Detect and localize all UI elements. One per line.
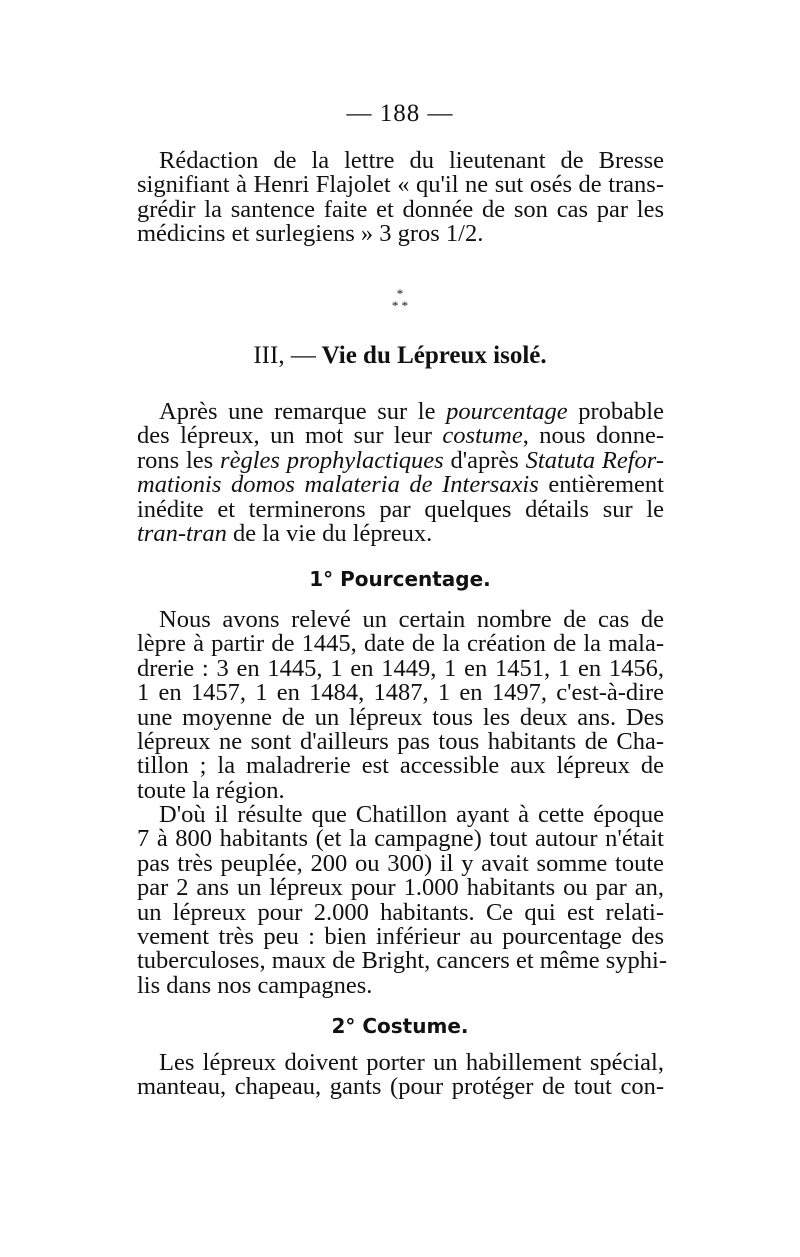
section-heading xyxy=(0,342,800,370)
paragraph-pourcentage xyxy=(137,608,664,803)
text-line: inédite et terminerons par quelques détails sur le xyxy=(137,495,664,523)
text-line: D'où il résulte que Chatillon ayant à cette époque xyxy=(159,801,664,828)
text-line: des lépreux, un mot sur leur costume, nous donne- xyxy=(137,422,664,450)
text-line: rons les règles prophylactiques d'après Statuta Refor- xyxy=(137,446,664,474)
italic-term: Statuta Refor- xyxy=(525,446,664,474)
text-line: Les lépreux doivent porter un habillement spécial, xyxy=(159,1049,664,1076)
paragraph-intro xyxy=(137,400,664,546)
star-icon: * * xyxy=(391,298,409,313)
italic-term: règles prophylactiques xyxy=(220,446,444,474)
text-line: tran-tran de la vie du lépreux. xyxy=(137,520,433,548)
page-number: — 188 — xyxy=(346,100,454,127)
text-line: Nous avons relevé un certain nombre de cas de xyxy=(159,606,664,633)
text-line: 7 à 800 habitants (et la campagne) tout autour n'était xyxy=(137,825,664,853)
text-line: tillon ; la maladrerie est accessible aux lépreux de xyxy=(137,752,664,780)
text-line: pas très peuplée, 200 ou 300) il y avait somme toute xyxy=(137,849,664,877)
text-line: un lépreux pour 2.000 habitants. Ce qui est relati- xyxy=(137,898,664,926)
section-numeral: III, — xyxy=(253,342,316,369)
star-icon: * xyxy=(396,286,404,301)
paragraph-letter xyxy=(137,149,664,247)
text-line: grédir la santence faite et donnée de son cas par les xyxy=(137,195,664,223)
paragraph-costume xyxy=(137,1051,664,1100)
text-line: manteau, chapeau, gants (pour protéger de tout con- xyxy=(137,1073,664,1101)
text-line: lis dans nos campagnes. xyxy=(137,971,373,999)
text-line: médicins et surlegiens » 3 gros 1/2. xyxy=(137,220,484,248)
text-line: Après une remarque sur le pourcentage probable xyxy=(159,398,664,425)
text-line: par 2 ans un lépreux pour 1.000 habitants ou par an, xyxy=(137,874,664,902)
text-line: drerie : 3 en 1445, 1 en 1449, 1 en 1451, 1 en 1456, xyxy=(137,654,664,682)
paragraph-resulte xyxy=(137,801,667,999)
italic-term: mationis domos malateria de Intersaxis xyxy=(137,471,539,499)
section-title: Vie du Lépreux isolé. xyxy=(321,342,547,369)
italic-term: pourcentage xyxy=(446,398,568,425)
asterism-separator xyxy=(380,288,420,312)
text-line: toute la région. xyxy=(137,776,285,804)
subheading-costume: 2° Costume. xyxy=(331,1014,469,1038)
text-line: 1 en 1457, 1 en 1484, 1487, 1 en 1497, c'est-à-dire xyxy=(137,679,664,707)
italic-term: tran-tran xyxy=(137,520,227,548)
text-line: lèpre à partir de 1445, date de la création de la mala- xyxy=(137,630,664,658)
text-line: signifiant à Henri Flajolet « qu'il ne sut osés de trans- xyxy=(137,171,664,199)
text-line: vement très peu : bien inférieur au pourcentage des xyxy=(137,923,664,951)
text-line: lépreux ne sont d'ailleurs pas tous habitants de Cha- xyxy=(137,728,664,756)
subheading-pourcentage: 1° Pourcentage. xyxy=(309,567,491,591)
text-line: mationis domos malateria de Intersaxis entièrement xyxy=(137,471,664,499)
italic-term: costume xyxy=(442,422,523,450)
text-line: une moyenne de un lépreux tous les deux ans. Des xyxy=(137,703,664,731)
text-line: tuberculoses, maux de Bright, cancers et même syphi- xyxy=(137,947,667,975)
text-line: Rédaction de la lettre du lieutenant de Bresse xyxy=(159,147,664,174)
